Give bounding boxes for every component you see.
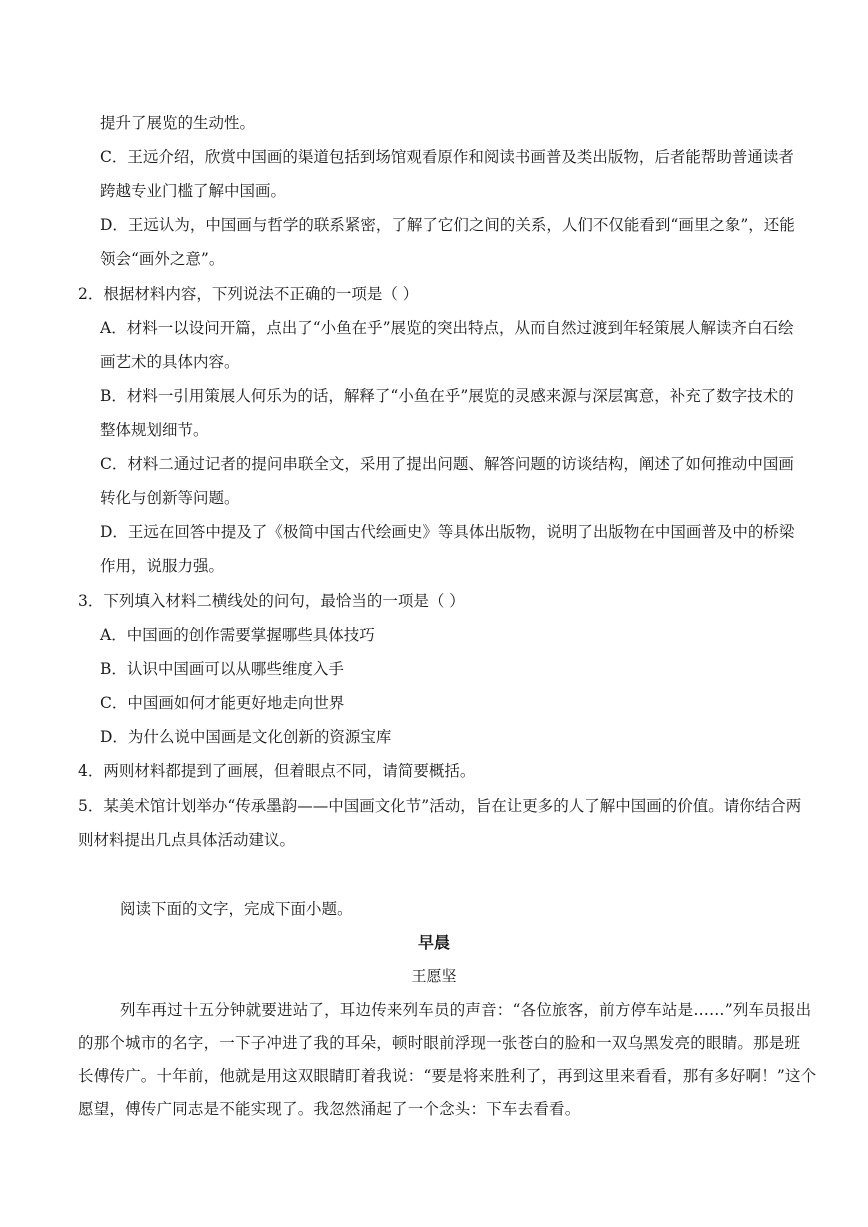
q3-stem: 3．下列填入材料二横线处的问句，最恰当的一项是（ ） (78, 592, 465, 610)
q2-option-a-line1: A．材料一以设问开篇，点出了“小鱼在乎”展览的突出特点，从而自然过渡到年轻策展人解读齐白石绘 (100, 319, 794, 337)
story-paragraph-line3: 长傅传广。十年前，他就是用这双眼睛盯着我说：“要是将来胜利了，再到这里来看看，那有多好啊！”这个 (78, 1067, 817, 1085)
q1-option-c-line1: C．王远介绍，欣赏中国画的渠道包括到场馆观看原作和阅读书画普及类出版物，后者能帮助普通读者 (100, 148, 794, 166)
story-title: 早晨 (417, 933, 450, 952)
q2-option-b-line2: 整体规划细节。 (100, 421, 209, 439)
reading-instruction: 阅读下面的文字，完成下面小题。 (120, 900, 353, 918)
q5-stem-line2: 则材料提出几点具体活动建议。 (78, 831, 296, 849)
q2-option-c-line2: 转化与创新等问题。 (100, 489, 240, 507)
q3-option-c: C．中国画如何才能更好地走向世界 (100, 694, 345, 712)
q1-option-d-line2: 领会“画外之意”。 (100, 250, 225, 268)
story-paragraph-line1: 列车再过十五分钟就要进站了，耳边传来列车员的声音：“各位旅客，前方停车站是……”列车员报出 (120, 1001, 812, 1019)
q1-option-d-line1: D．王远认为，中国画与哲学的联系紧密，了解了它们之间的关系，人们不仅能看到“画里之象”，还能 (100, 216, 795, 234)
q2-option-d-line2: 作用，说服力强。 (100, 557, 225, 575)
q1-option-b-tail: 提升了展览的生动性。 (100, 114, 256, 132)
story-paragraph-line2: 的那个城市的名字，一下子冲进了我的耳朵，顿时眼前浮现一张苍白的脸和一双乌黑发亮的眼睛。那是班 (78, 1034, 801, 1052)
story-paragraph-line4: 愿望，傅传广同志是不能实现了。我忽然涌起了一个念头：下车去看看。 (78, 1100, 581, 1118)
q2-stem: 2．根据材料内容，下列说法不正确的一项是（ ） (78, 285, 419, 303)
q2-option-c-line1: C．材料二通过记者的提问串联全文，采用了提出问题、解答问题的访谈结构，阐述了如何推动中国画 (100, 455, 794, 473)
story-author: 王愿坚 (411, 967, 457, 985)
q3-option-d: D．为什么说中国画是文化创新的资源宝库 (100, 728, 392, 746)
q1-option-c-line2: 跨越专业门槛了解中国画。 (100, 182, 287, 200)
q3-option-a: A．中国画的创作需要掌握哪些具体技巧 (100, 626, 375, 644)
q4-stem: 4．两则材料都提到了画展，但着眼点不同，请简要概括。 (78, 762, 476, 780)
q2-option-b-line1: B．材料一引用策展人何乐为的话，解释了“小鱼在乎”展览的灵感来源与深层寓意，补充了数字技术的 (100, 387, 794, 405)
q2-option-a-line2: 画艺术的具体内容。 (100, 353, 240, 371)
q3-option-b: B．认识中国画可以从哪些维度入手 (100, 660, 344, 678)
q5-stem-line1: 5．某美术馆计划举办“传承墨韵——中国画文化节”活动，旨在让更多的人了解中国画的价值。请你结合两 (78, 797, 802, 815)
q2-option-d-line1: D．王远在回答中提及了《极简中国古代绘画史》等具体出版物，说明了出版物在中国画普及中的桥梁 (100, 523, 795, 541)
